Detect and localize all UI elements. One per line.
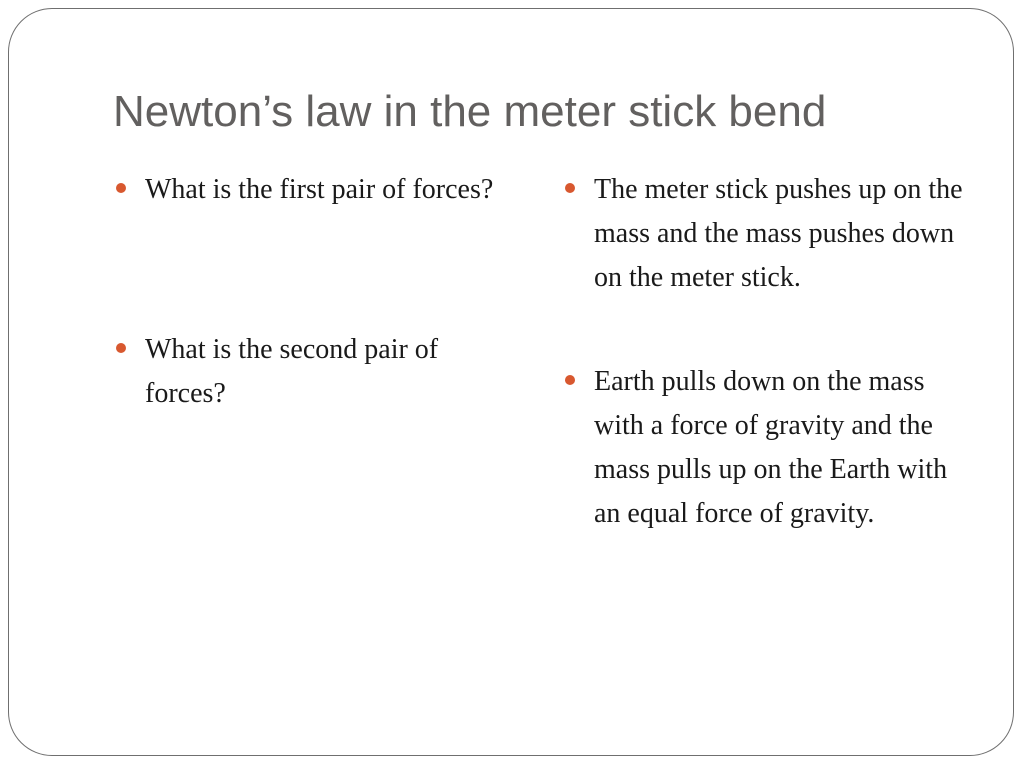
bullet-text: What is the first pair of forces? bbox=[145, 174, 494, 205]
bullet-icon bbox=[116, 343, 126, 353]
bullet-icon bbox=[565, 375, 575, 385]
bullet-icon bbox=[116, 183, 126, 193]
slide-title: Newton’s law in the meter stick bend bbox=[113, 87, 827, 136]
bullet-item bbox=[145, 168, 515, 212]
bullet-text: What is the second pair of forces? bbox=[145, 334, 439, 409]
bullet-text: Earth pulls down on the mass with a force of gravity and the mass pulls up on the Earth with an equal force of gravity. bbox=[594, 366, 948, 529]
bullet-item bbox=[145, 328, 515, 416]
bullet-icon bbox=[565, 183, 575, 193]
bullet-text: The meter stick pushes up on the mass and the mass pushes down on the meter stick. bbox=[594, 174, 963, 293]
bullet-item bbox=[594, 168, 974, 300]
bullet-item bbox=[594, 360, 974, 536]
left-bullet-list bbox=[145, 168, 515, 416]
right-bullet-list bbox=[594, 168, 974, 536]
